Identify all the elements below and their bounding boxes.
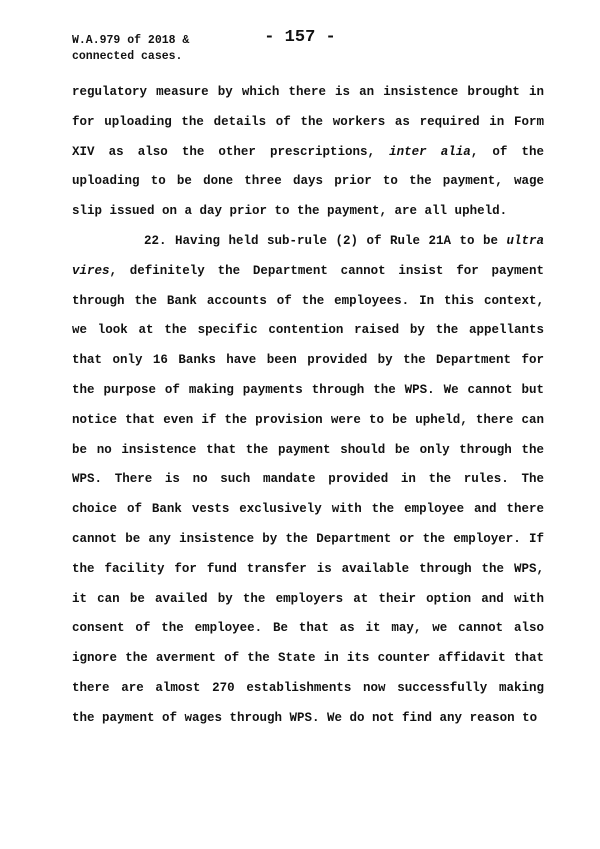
case-reference-line2: connected cases. [72,50,183,63]
paragraph-22 [72,227,544,734]
paragraph-1-text-a: regulatory measure by which there is an insistence brought in for uploading the details of the workers as required in Form XIV as also the other prescriptions, [72,85,544,159]
paragraph-1 [72,78,544,227]
paragraph-1-text-b: , of the uploading to be done three days prior to the payment, wage slip issued on a day prior to the payment, are all upheld. [72,144,545,219]
paragraph-22-text-a: 22. Having held sub-rule (2) of Rule 21A to be [144,233,507,248]
paragraph-22-italic: ultra vires [72,233,544,278]
paragraph-22-text-b: , definitely the Department cannot insist for payment through the Bank accounts of the employees. In this context, we look at the specific contention raised by the appellants that only 16 Banks have been provided by the Department for the purpose of making payments through the WPS. We cannot but notice that even if the provision were to be upheld, there can be no insistence that the payment should be only through the WPS. There is no such mandate provided in the rules. The choice of Bank vests exclusively with the employee and there cannot be any insistence by the Department or the employer. If the facility for fund transfer is available through the WPS, it can be availed by the employers at their option and with consent of the employee. Be that as it may, we cannot also ignore the averment of the State in its counter affidavit that there are almost 270 establishments now successfully making the payment of wages through WPS. We do not find any reason to [72,263,544,725]
page-number: - 157 - [264,28,336,47]
paragraph-1-italic: inter alia [389,144,471,159]
case-reference-line1: W.A.979 of 2018 & [72,34,190,47]
document-body [72,78,544,734]
